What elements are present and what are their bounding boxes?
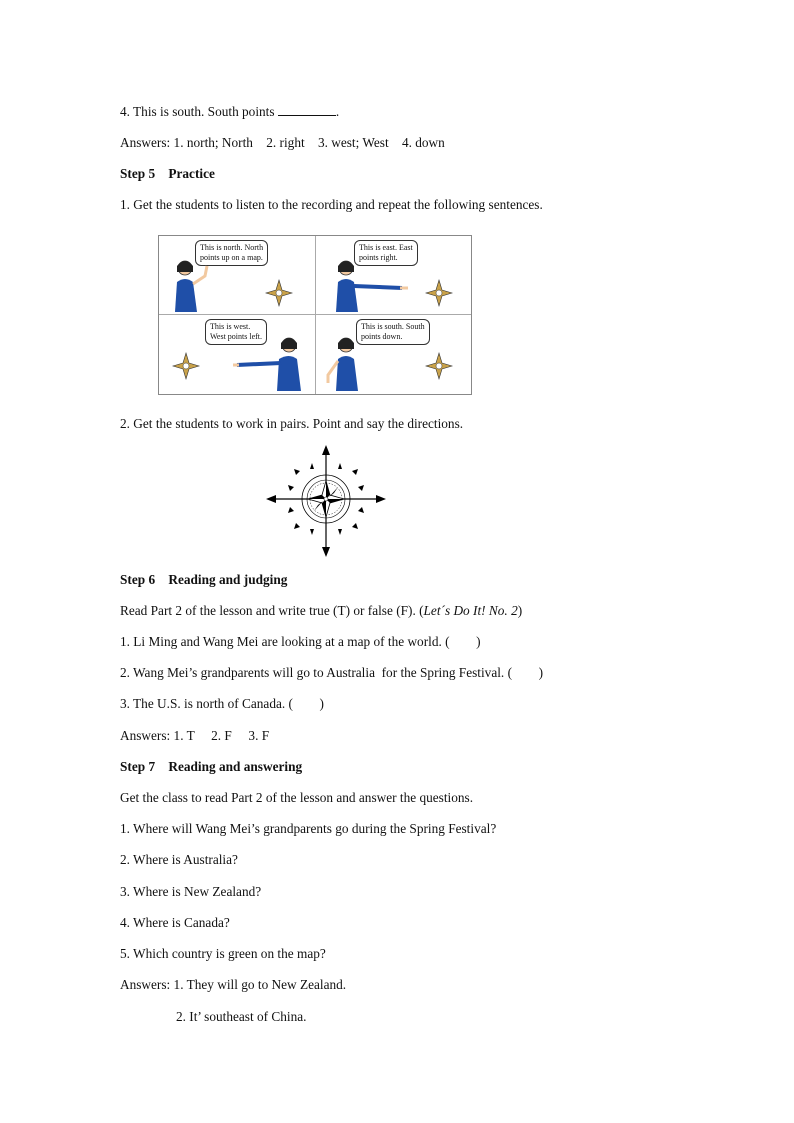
compass-rose-icon bbox=[424, 351, 454, 381]
step6-item-1: 1. Li Ming and Wang Mei are looking at a map of the world. ( ) bbox=[120, 634, 481, 649]
step6-heading: Step 6 Reading and judging bbox=[120, 572, 288, 587]
panel-north bbox=[159, 236, 315, 315]
step7-question-2: 2. Where is Australia? bbox=[120, 852, 238, 867]
step7-answer-1: Answers: 1. They will go to New Zealand. bbox=[120, 977, 347, 992]
step7-question-1: 1. Where will Wang Mei’s grandparents go during the Spring Festival? bbox=[120, 821, 497, 836]
directions-illustration bbox=[158, 235, 472, 395]
compass-rose-icon bbox=[171, 351, 201, 381]
step7-question-4: 4. Where is Canada? bbox=[120, 915, 230, 930]
compass-rose-icon bbox=[424, 278, 454, 308]
step5-item2: 2. Get the students to work in pairs. Point and say the directions. bbox=[120, 416, 464, 431]
step7-heading: Step 7 Reading and answering bbox=[120, 759, 303, 774]
step7-question-3: 3. Where is New Zealand? bbox=[120, 884, 262, 899]
step6-answers: Answers: 1. T 2. F 3. F bbox=[120, 728, 270, 743]
panel-south bbox=[316, 315, 472, 394]
girl-pointing-up-icon bbox=[167, 254, 217, 314]
large-compass-icon bbox=[266, 445, 386, 557]
step6-item-3: 3. The U.S. is north of Canada. ( ) bbox=[120, 696, 324, 711]
speech-bubble: This is west. West points left. bbox=[205, 319, 267, 345]
answers-step4: Answers: 1. north; North 2. right 3. west; West 4. down bbox=[120, 135, 445, 150]
panel-east bbox=[316, 236, 472, 315]
speech-bubble: This is north. North points up on a map. bbox=[195, 240, 268, 266]
girl-pointing-down-icon bbox=[322, 331, 372, 393]
girl-pointing-right-icon bbox=[322, 254, 412, 314]
step7-question-5: 5. Which country is green on the map? bbox=[120, 946, 326, 961]
step7-intro: Get the class to read Part 2 of the lesson and answer the questions. bbox=[120, 790, 474, 805]
step5-heading: Step 5 Practice bbox=[120, 166, 215, 181]
step6-intro: Read Part 2 of the lesson and write true (T) or false (F). (Let´s Do It! No. 2) bbox=[120, 603, 523, 618]
step7-answer-2: 2. It’ southeast of China. bbox=[176, 1009, 307, 1024]
girl-pointing-left-icon bbox=[233, 331, 313, 393]
answer-blank bbox=[278, 103, 336, 116]
compass-rose-icon bbox=[264, 278, 294, 308]
question-4: 4. This is south. South points . bbox=[120, 104, 340, 119]
step5-item1: 1. Get the students to listen to the recording and repeat the following sentences. bbox=[120, 197, 543, 212]
step6-item-2: 2. Wang Mei’s grandparents will go to Australia for the Spring Festival. ( ) bbox=[120, 665, 544, 680]
speech-bubble: This is south. South points down. bbox=[356, 319, 430, 345]
panel-west bbox=[159, 315, 315, 394]
speech-bubble: This is east. East points right. bbox=[354, 240, 418, 266]
